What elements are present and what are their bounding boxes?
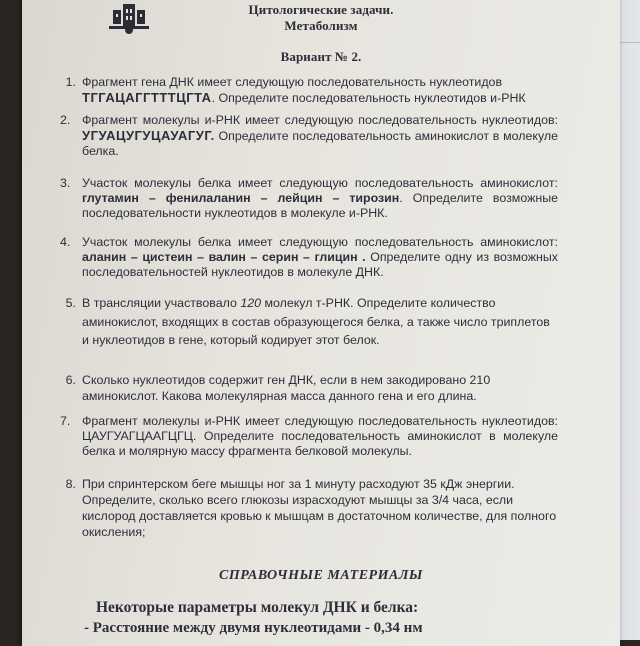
reference-title: СПРАВОЧНЫЕ МАТЕРИАЛЫ	[218, 568, 423, 583]
task-text: Участок молекулы белка имеет следующую последовательность аминокислот:	[82, 176, 558, 190]
task-text: Определите последовательность аминокислот в молекуле белка.	[82, 129, 558, 158]
task-text: Фрагмент гена ДНК имеет следующую последовательность нуклеотидов	[82, 75, 503, 89]
task-text: Определите одну из возможных последовательностей нуклеотидов в молекуле ДНК.	[82, 250, 558, 279]
variant-heading: Вариант № 2.	[280, 49, 362, 64]
task-8	[65, 476, 558, 540]
task-number: 3.	[60, 176, 71, 190]
task-number: 6.	[65, 373, 76, 387]
task-number: 2.	[60, 113, 71, 127]
dna-sequence: ТГГАЦАГГТТТЦГТА	[82, 90, 212, 105]
task-text: Фрагмент молекулы и-РНК имеет следующую последовательность нуклеотидов:	[82, 113, 558, 127]
task-text: При спринтерском беге мышцы ног за 1 минуту расходуют 35 кДж энергии. Определите, сколько всего глюкозы израсходуют мышцы за 3/4 часа, если кислород доставляется кровью к мышцам в достаточном количестве, для полного окисления;	[82, 477, 557, 539]
reference-item: - Расстояние между двумя нуклеотидами - 0,34 нм	[84, 620, 423, 636]
task-number: 8.	[65, 477, 76, 491]
document-page	[22, 0, 620, 646]
amino-acid-sequence: глутамин – фенилаланин – лейцин – тирозин	[82, 191, 400, 205]
task-2	[60, 113, 558, 159]
task-text: Сколько нуклеотидов содержит ген ДНК, если в нем закодировано 210 аминокислот. Какова молекулярная масса данного гена и его длина.	[82, 373, 491, 403]
task-text: молекул т-РНК. Определите количество аминокислот, входящих в состав образующегося белка, а также число триплетов и нуклеотидов в гене, который кодирует этот белок.	[82, 296, 550, 347]
task-1	[65, 75, 558, 106]
task-5	[65, 294, 558, 350]
task-4	[60, 235, 558, 280]
rna-sequence: ЦАУГУАГЦААГЦГЦ.	[82, 429, 197, 443]
task-number: 4.	[60, 235, 71, 249]
trna-count: 120	[240, 296, 262, 310]
task-text: Фрагмент молекулы и-РНК имеет следующую последовательность нуклеотидов:	[82, 414, 558, 428]
task-number: 7.	[60, 414, 71, 428]
document-title: Цитологические задачи.	[248, 2, 394, 17]
amino-acid-sequence: аланин – цистеин – валин – серин – глицин .	[82, 250, 366, 264]
task-3	[60, 176, 559, 221]
task-text: . Определите возможные последовательности нуклеотидов в молекуле и-РНК.	[82, 191, 559, 220]
task-text: Участок молекулы белка имеет следующую последовательность аминокислот:	[82, 235, 558, 249]
task-number: 1.	[65, 75, 76, 89]
task-text: В трансляции участвовало	[82, 296, 237, 310]
task-6	[65, 372, 558, 404]
task-text: Определите последовательность аминокислот в молекуле белка и молярную массу фрагмента белковой молекулы.	[82, 429, 558, 458]
task-text: . Определите последовательность нуклеотидов и-РНК	[211, 91, 526, 105]
reference-subtitle: Некоторые параметры молекул ДНК и белка:	[96, 599, 419, 616]
rna-sequence: УГУАЦУГУЦАУАГУГ.	[82, 128, 215, 143]
task-number: 5.	[65, 296, 76, 310]
task-7	[60, 414, 558, 459]
document-subtitle: Метаболизм	[284, 18, 358, 33]
